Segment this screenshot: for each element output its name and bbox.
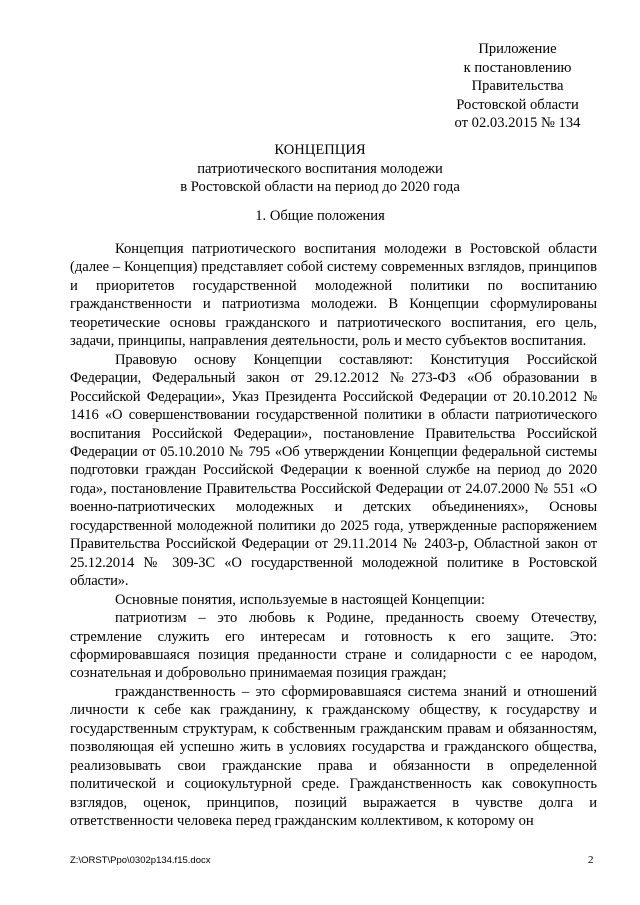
annex-line: Ростовской области: [456, 96, 579, 113]
annex-line: Приложение: [478, 41, 557, 57]
annex-block: [420, 40, 615, 133]
page-number: 2: [588, 854, 594, 866]
paragraph-patriotism-definition: патриотизм – это любовь к Родине, преданность своему Отечеству, стремление служить его интересам и готовность к его защите. Это: сформировавшаяся позиция преданности стране и солидарности с ее народом, сознательная и добровольно принимаемая позиция граждан;: [70, 610, 597, 682]
title-subtitle-line: в Ростовской области на период до 2020 года: [180, 179, 460, 195]
document-body: [70, 240, 597, 831]
document-title: [0, 141, 640, 197]
section-heading: 1. Общие положения: [255, 208, 385, 224]
paragraph-intro: Концепция патриотического воспитания молодежи в Ростовской области (далее – Концепция) представляет собой систему современных взглядов, принципов и приоритетов государственной молодежной политики по воспитанию гражданственности и патриотизма молодежи. В Концепции сформулированы теоретические основы гражданского и патриотического воспитания, его цель, задачи, принципы, направления деятельности, роль и место субъектов воспитания.: [70, 241, 597, 350]
annex-line: Правительства: [471, 78, 564, 94]
footer-file-path: Z:\ORST\Ppo\0302p134.f15.docx: [70, 855, 211, 866]
title-subtitle-line: патриотического воспитания молодежи: [197, 160, 443, 177]
paragraph-concepts-intro: Основные понятия, используемые в настоящей Концепции:: [115, 591, 486, 608]
paragraph-citizenship-definition: гражданственность – это сформировавшаяся система знаний и отношений личности к себе как гражданину, к гражданскому обществу, к государству и государственным структурам, к собственным гражданским правам и обязанностям, позволяющая ей успешно жить в условиях государства и гражданского общества, реализовывать свои гражданские права и обязанности в определенной политической и социокультурной среде. Гражданственность как совокупность взглядов, оценок, принципов, позиций выражается в чувстве долга и ответственности человека перед гражданским коллективом, к которому он: [70, 683, 597, 830]
annex-line: от 02.03.2015 № 134: [454, 115, 581, 131]
paragraph-legal-basis: Правовую основу Концепции составляют: Конституция Российской Федерации, Федеральный закон от 29.12.2012 №273-ФЗ «Об образовании в Российской Федерации», Указ Президента Российской Федерации от 20.10.2012 № 1416 «О совершенствовании государственной политики в области патриотического воспитания Российской Федерации», постановление Правительства Российской Федерации от 05.10.2010 № 795 «Об утверждении Концепции федеральной системы подготовки граждан Российской Федерации к военной службе на период до 2020 года», постановление Правительства Российской Федерации от 24.07.2000 № 551 «О военно-патриотических молодежных и детских объединениях», Основы государственной молодежной политики до 2025 года, утвержденные распоряжением Правительства Российской Федерации от 29.11.2014 № 2403-р, Областной закон от 25.12.2014 № 309-ЗС «О государственной молодежной политике в Ростовской области».: [70, 351, 597, 590]
title-heading: КОНЦЕПЦИЯ: [274, 142, 366, 158]
annex-line: к постановлению: [463, 59, 572, 76]
